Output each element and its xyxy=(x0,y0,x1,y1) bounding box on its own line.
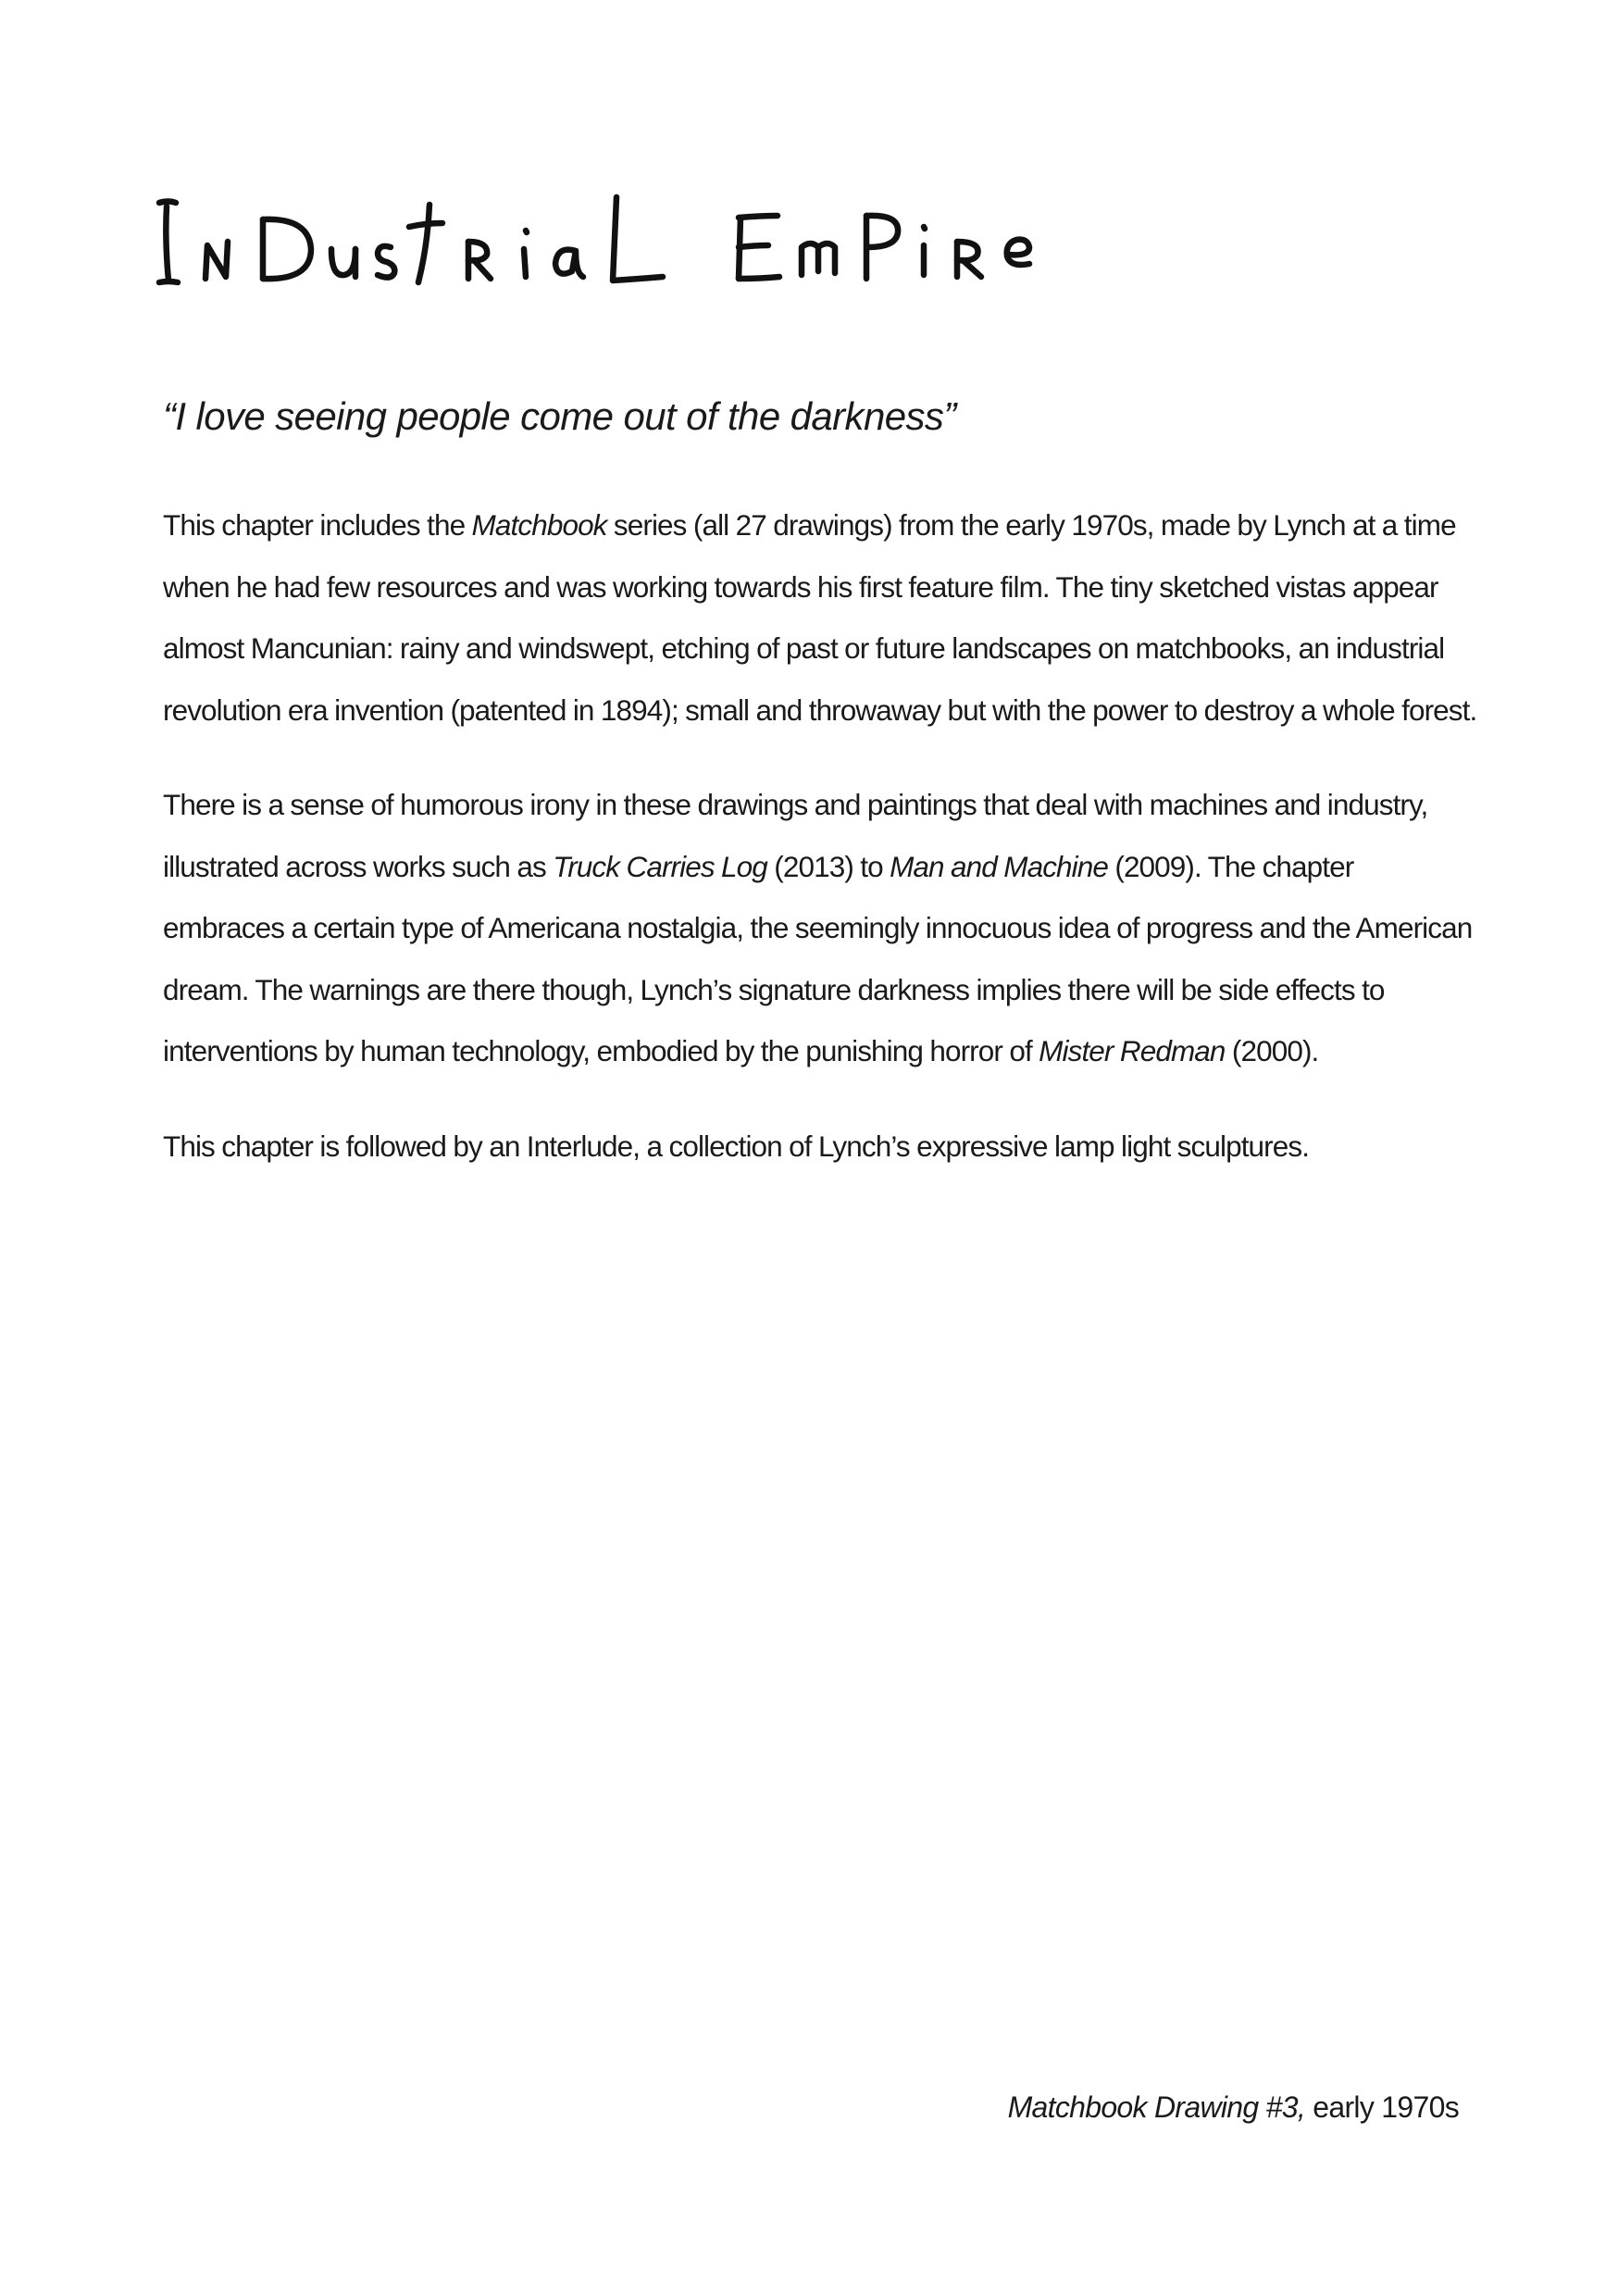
pull-quote: “I love seeing people come out of the darkness” xyxy=(163,394,956,438)
paragraph-2 xyxy=(163,774,1477,1082)
paragraph-2-italic-title-2: Man and Machine xyxy=(890,849,1108,883)
paragraph-1 xyxy=(163,494,1477,741)
paragraph-1-text-a: This chapter includes the xyxy=(163,508,472,542)
paragraph-2-text-c: (2009). The chapter embraces a certain type of Americana nostalgia, the seemingly innocuous idea of progress and the American dream. The warnings are there though, Lynch’s signature darkness implies there will be side effects to interventions by human technology, embodied by the punishing horror of xyxy=(163,849,1473,1067)
paragraph-2-italic-title-3: Mister Redman xyxy=(1039,1034,1226,1067)
handwritten-title xyxy=(159,190,1122,292)
handwritten-title-drawing xyxy=(159,190,1122,292)
paragraph-2-text-b: (2013) to xyxy=(766,849,890,883)
image-caption xyxy=(1008,2090,1459,2125)
paragraph-3-text: This chapter is followed by an Interlude, a collection of Lynch’s expressive lamp light sculptures. xyxy=(163,1129,1310,1163)
paragraph-3 xyxy=(163,1116,1477,1178)
caption-date: early 1970s xyxy=(1305,2090,1459,2124)
paragraph-2-text-a: There is a sense of humorous irony in these drawings and paintings that deal with machines and industry, illustrated across works such as xyxy=(163,788,1428,883)
paragraph-1-italic-title: Matchbook xyxy=(471,508,607,542)
chapter-intro xyxy=(163,494,1477,1210)
paragraph-2-italic-title-1: Truck Carries Log xyxy=(553,849,767,883)
caption-artwork-title: Matchbook Drawing #3, xyxy=(1007,2090,1306,2124)
paragraph-2-text-d: (2000). xyxy=(1225,1034,1319,1067)
paragraph-1-text-b: series (all 27 drawings) from the early 1970s, made by Lynch at a time when he had few resources and was working towards his first feature film. The tiny sketched vistas appear almost Mancunian: rainy and windswept, etching of past or future landscapes on matchbooks, an industrial revolution era invention (patented in 1894); small and throwaway but with the power to destroy a whole forest. xyxy=(163,508,1477,727)
